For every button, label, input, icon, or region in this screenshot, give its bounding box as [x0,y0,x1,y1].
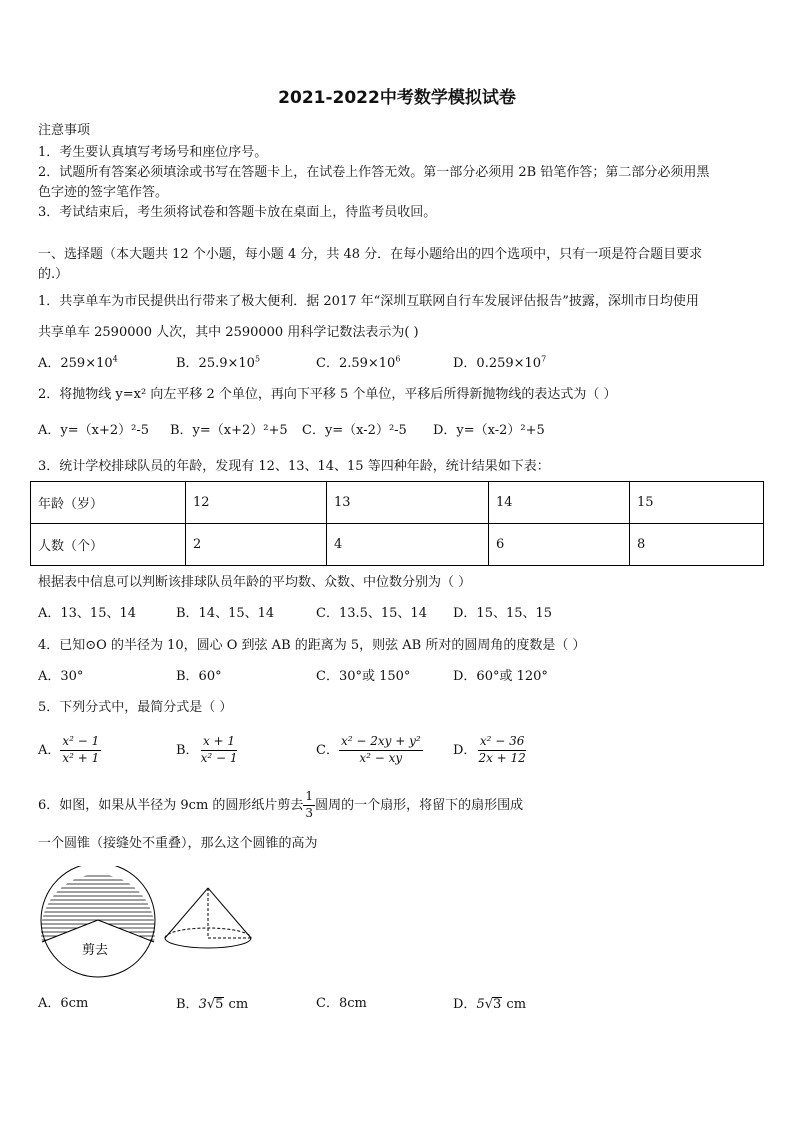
table-cell: 6 [489,524,630,566]
q3-question: 根据表中信息可以判断该排球队员年龄的平均数、众数、中位数分别为（ ） [38,575,472,590]
q3-option-d: D．15、15、15 [453,606,553,621]
q1-stem-line2: 共享单车 2590000 人次，其中 2590000 用科学记数法表示为( ) [38,325,419,340]
q3-stem: 3．统计学校排球队员的年龄，发现有 12、13、14、15 等四种年龄，统计结果如下表： [38,459,550,474]
q4-option-b: B．60° [176,669,222,684]
table-cell: 2 [186,524,327,566]
q2-option-a: A．y=（x+2）²-5 [38,423,149,438]
q5-option-d: D． $\frac{\text{x² − 36}}{2x + 12}$ [453,734,526,765]
q1-option-a: A．$259\times 10^4$ [38,354,118,371]
table-cell: 15 [630,482,764,524]
q6-option-d: D．5√3 cm [453,997,527,1012]
section-heading-line2: 的.） [38,267,69,282]
q4-stem: 4．已知⊙O 的半径为 10，圆心 O 到弦 AB 的距离为 5，则弦 AB 所对的圆周角的度数是（ ） [38,638,586,653]
page-title: 2021-2022中考数学模拟试卷 [278,88,516,108]
q3-option-c: C．13.5、15、14 [316,606,427,621]
table-cell: 14 [489,482,630,524]
q3-option-a: A．13、15、14 [38,606,137,621]
q1-option-c: C．$2.59\times 10^6$ [316,354,401,371]
table-cell: 人数（个） [31,524,186,566]
table-cell: 12 [186,482,327,524]
q6-stem-line1: 6．如图，如果从半径为 9cm 的圆形纸片剪去 $\frac{1}{3}$ 圆周的一个扇形，将留下的扇形围成 [38,789,524,820]
q4-option-d: D．60°或 120° [453,669,548,684]
q1-option-d: D．$0.259\times 10^7$ [453,354,547,371]
q5-option-c: C． $\frac{\text{x² − 2xy + y²}}{\text{x² − xy}}$ [316,734,421,765]
notice-item-1: 1．考生要认真填写考场号和座位序号。 [38,145,268,160]
q6-option-b: B．3√5 cm [176,997,249,1012]
table-cell: 8 [630,524,764,566]
q2-option-c: C．y=（x-2）²-5 [302,423,407,438]
q6-stem-line2: 一个圆锥（接缝处不重叠），那么这个圆锥的高为 [38,836,318,851]
q1-option-b: B．$25.9\times 10^5$ [176,354,261,371]
q4-option-a: A．30° [38,669,84,684]
q2-option-b: B．y=（x+2）²+5 [170,423,288,438]
cut-circle-figure [38,866,158,978]
q2-stem: 2．将抛物线 y=x² 向左平移 2 个单位，再向下平移 5 个单位，平移后所得新抛物线的表达式为（ ） [38,387,617,402]
notice-heading: 注意事项 [38,123,91,138]
q4-option-c: C．30°或 150° [316,669,411,684]
fraction: $\frac{\text{x² − 1}}{\text{x² + 1}}$ [62,734,100,765]
q6-option-c: C．8cm [316,996,367,1011]
table-cell: 4 [327,524,489,566]
fraction: $\frac{\text{x² − 2xy + y²}}{\text{x² − xy}}$ [340,734,421,765]
sqrt-icon: √ [206,997,216,1012]
table-cell: 13 [327,482,489,524]
notice-item-2-cont: 色字迹的签字笔作答。 [38,185,169,200]
notice-item-2: 2．试题所有答案必须填涂或书写在答题卡上，在试卷上作答无效。第一部分必须用 2B 铅笔作答；第二部分必须用黑 [38,165,710,180]
age-table [30,481,764,566]
section-heading-line1: 一、选择题（本大题共 12 个小题，每小题 4 分，共 48 分．在每小题给出的四个选项中，只有一项是符合题目要求 [38,247,703,262]
notice-item-3: 3．考试结束后，考生须将试卷和答题卡放在桌面上，待监考员收回。 [38,205,437,220]
q5-stem: 5．下列分式中，最简分式是（ ） [38,700,233,715]
q5-option-b: B． $\frac{x + 1}{\text{x² − 1}}$ [176,734,238,765]
q2-option-d: D．y=（x-2）²+5 [433,423,545,438]
q1-stem-line1: 1．共享单车为市民提供出行带来了极大便利．据 2017 年“深圳互联网自行车发展评估报告”披露，深圳市日均使用 [38,294,699,309]
cone-figure [162,884,254,954]
q6-option-a: A．6cm [38,996,89,1011]
q3-option-b: B．14、15、14 [176,606,275,621]
fraction: $\frac{x + 1}{\text{x² − 1}}$ [200,734,238,765]
table-row [31,524,764,566]
sqrt-icon: √ [484,997,494,1012]
q5-option-a: A． $\frac{\text{x² − 1}}{\text{x² + 1}}$ [38,734,100,765]
table-cell: 年龄（岁） [31,482,186,524]
table-row [31,482,764,524]
cut-label: 剪去 [82,943,109,958]
fraction: $\frac{\text{x² − 36}}{2x + 12}$ [478,734,526,765]
fraction: $\frac{1}{3}$ [305,789,314,820]
